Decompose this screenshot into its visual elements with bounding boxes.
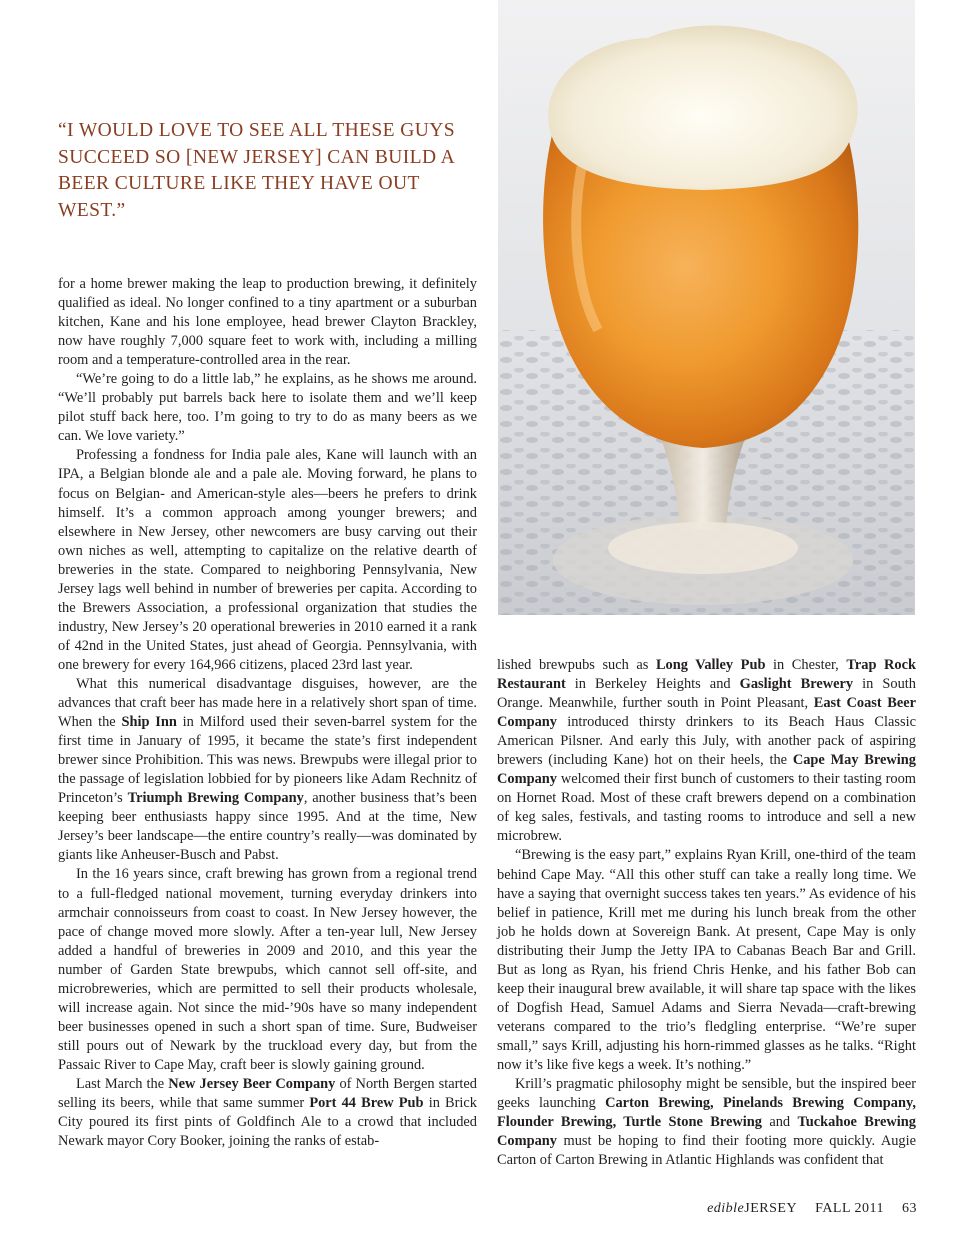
- business-name: East Coast Beer Company: [497, 695, 916, 731]
- business-name: Trap Rock Restaurant: [497, 657, 917, 693]
- business-name: Carton Brewing, Pinelands Brewing Company, Flounder Brewing, Turtle Stone Brewing: [497, 1095, 916, 1131]
- text-run: introduced thirsty drinkers to its Beach Haus Classic American Pilsner. And early this July, with another pack of aspiring brewers (including Kane) hot on their heels, the: [497, 714, 916, 769]
- text-run: in Milford used their seven-barrel system for the first time in January of 1995, it became the state’s first independent brewer since Prohibition. This was news. Brewpubs were illegal prior to the passage of legislation lobbied for by pioneers like Adam Rechnitz of Princeton’s: [58, 714, 478, 807]
- business-name: Gaslight Brewery: [739, 676, 854, 693]
- page-footer: [707, 1201, 917, 1217]
- business-name: Port 44 Brew Pub: [309, 1095, 424, 1112]
- business-name: Cape May Brewing Company: [497, 752, 916, 788]
- business-name: Triumph Brewing Company: [127, 790, 304, 807]
- right-article-column: [497, 656, 916, 1176]
- text-run: Last March the: [76, 1075, 169, 1092]
- text-run: lished brewpubs such as: [497, 657, 656, 673]
- pull-quote: “I WOULD LOVE TO SEE ALL THESE GUYS SUCCEED SO [NEW JERSEY] CAN BUILD A BEER CULTURE LIKE THEY HAVE OUT WEST.”: [58, 120, 455, 221]
- right-paragraph-3: [497, 1075, 916, 1170]
- business-name: Ship Inn: [121, 714, 177, 731]
- text-run: welcomed their first bunch of customers to their tasting room on Hornet Road. Most of these craft brewers depend on a combination of keg sales, festivals, and tasting rooms to introduce and sell a new microbrew.: [497, 771, 916, 845]
- beer-glass-photo: [498, 0, 915, 615]
- left-paragraph-6: [58, 1075, 477, 1151]
- page-number: 63: [902, 1201, 917, 1216]
- left-paragraph-5: In the 16 years since, craft brewing has grown from a regional trend to a full-fledged national movement, turning everyday drinkers into armchair connoisseurs from coast to coast. In New Jersey however, the pace of change moved more slowly. After a ten-year lull, New Jersey added a handful of breweries in 2009 and 2010, and this year the number of Garden State brewpubs, which cannot sell off-site, and microbreweries, which are permitted to sell their products wholesale, will increase again. Not since the mid-’90s have so many independent beer businesses opened in such a short span of time. Sure, Budweiser still pours out of Newark by the truckload every day, but from the Passaic River to Cape May, craft beer is slowly gaining ground.: [58, 866, 477, 1073]
- left-article-column: [58, 275, 477, 1175]
- text-run: must be hoping to find their footing more quickly. Augie Carton of Carton Brewing in Atlantic Highlands was confident that: [497, 1133, 916, 1169]
- text-run: of North Bergen started selling its beers, while that same summer: [58, 1075, 477, 1112]
- business-name: New Jersey Beer Company: [168, 1075, 336, 1092]
- brand-name-caps: JERSEY: [744, 1201, 798, 1216]
- business-name: Long Valley Pub: [655, 657, 766, 673]
- right-paragraph-1: [497, 656, 916, 846]
- left-paragraph-4: [58, 675, 477, 865]
- text-run: in Brick City poured its first pints of Goldfinch Ale to a crowd that included Newark mayor Cory Booker, joining the ranks of estab-: [58, 1095, 477, 1150]
- text-run: , another business that’s been keeping beer enthusiasts happy since 1995. And at the time, New Jersey’s beer landscape—the entire country’s really—was dominated by giants like Anheuser-Busch and Pabst.: [58, 790, 477, 864]
- text-run: in Berkeley Heights and: [565, 676, 740, 693]
- issue-label: FALL 2011: [815, 1201, 884, 1216]
- left-paragraph-1: for a home brewer making the leap to production brewing, it definitely qualified as ideal. No longer confined to a tiny apartment or a suburban kitchen, Kane and his lone employee, head brewer Clayton Brackley, now have roughly 7,000 square feet to work with, including a milling room and a temperature-controlled area in the rear.: [58, 276, 477, 369]
- business-name: Tuckahoe Brewing Company: [497, 1114, 916, 1150]
- brand-name-italic: edible: [707, 1201, 745, 1216]
- text-run: and: [761, 1114, 798, 1131]
- left-paragraph-2: “We’re going to do a little lab,” he explains, as he shows me around. “We’ll probably put barrels back here to isolate them and we’ll keep pilot stuff back here, too. I’m going to try to do as many beers as we can. We love variety.”: [58, 371, 477, 445]
- text-run: in Chester,: [765, 657, 847, 673]
- text-run: in South Orange. Meanwhile, further south in Point Pleasant,: [497, 676, 916, 712]
- left-paragraph-3: Professing a fondness for India pale ales, Kane will launch with an IPA, a Belgian blonde ale and a pale ale. Moving forward, he plans to focus on Belgian- and American-style ales—beers he prefers to drink himself. It’s a common approach among younger brewers; and elsewhere in New Jersey, other newcomers are busy carving out their own niches as well, attempting to capitalize on the relative dearth of breweries in the state. Compared to neighboring Pennsylvania, New Jersey lags well behind in number of breweries per capita. According to the Brewers Association, a professional organization that studies the industry, New Jersey’s 20 operational breweries in 2010 earned it a rank of 42nd in the United States, just ahead of Georgia. Pennsylvania, with one brewery for every 164,966 citizens, placed 23rd last year.: [58, 447, 477, 673]
- text-run: What this numerical disadvantage disguises, however, are the advances that craft beer has made here in a relatively short span of time. When the: [58, 675, 477, 731]
- right-paragraph-2: “Brewing is the easy part,” explains Ryan Krill, one-third of the team behind Cape May. “All this other stuff can take a really long time. We have a saying that overnight success takes ten years.” As evidence of his belief in patience, Krill met me during his lunch break from the other job he holds down at Sovereign Bank. At present, Cape May is only distributing their Jump the Jetty IPA to Cabanas Beach Bar and Grill. But as long as Ryan, his friend Chris Henke, and his father Bob can keep their inaugural brew available, it will share tap space with the likes of Dogfish Head, Samuel Adams and Sierra Nevada—craft-brewing veterans compared to the trio’s fledgling enterprise. “We’re super small,” says Krill, adjusting his horn-rimmed glasses as he talks. “Right now it’s like five kegs a week. It’s nothing.”: [497, 847, 916, 1073]
- text-run: Krill’s pragmatic philosophy might be sensible, but the inspired beer geeks launching: [497, 1076, 916, 1112]
